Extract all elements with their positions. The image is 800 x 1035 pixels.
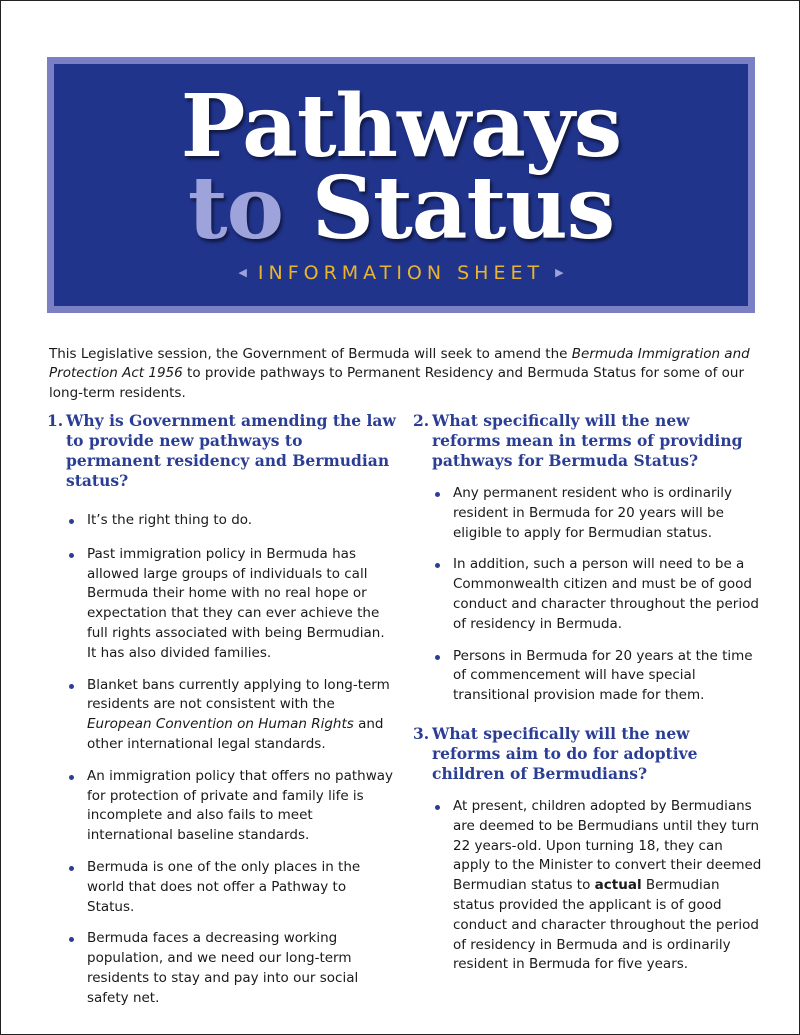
bullet-icon: [69, 775, 74, 780]
bullet-icon: [69, 866, 74, 871]
bullet-text: Bermudian status provided the applicant is of good conduct and character throughout the period of residency in Bermuda and is ordinarily resident in Bermuda for five years.: [453, 877, 759, 973]
title-to: to: [187, 158, 283, 259]
subtitle-text: INFORMATION SHEET: [257, 262, 545, 284]
list-item: [47, 511, 397, 531]
list-item: [413, 484, 763, 543]
bullet-text: It’s the right thing to do.: [87, 512, 253, 528]
question-1-heading: [47, 411, 397, 491]
bullet-icon: [69, 937, 74, 942]
bullet-text: At present, children adopted by Bermudians are deemed to be Bermudians until they turn 22 years-old. Upon turning 18, they can apply to the Minister to convert their deemed Bermudian status to: [453, 797, 762, 894]
list-item: [47, 676, 397, 755]
bullet-icon: [69, 553, 74, 558]
question-2-heading: [413, 411, 763, 471]
bullet-icon: [435, 492, 440, 497]
list-item: [413, 647, 763, 706]
question-3-heading: [413, 724, 763, 784]
intro-paragraph: [49, 345, 754, 404]
title-status: Status: [311, 158, 615, 259]
subtitle: [54, 261, 748, 285]
title-banner-inner: [54, 64, 748, 306]
question-2-text: What specifically will the new reforms mean in terms of providing pathways for Bermuda Status?: [432, 411, 743, 470]
right-column: [413, 411, 763, 975]
question-2-number: 2.: [413, 411, 430, 430]
bullet-text: Persons in Bermuda for 20 years at the time of commencement will have special transitional provision made for them.: [453, 647, 753, 704]
list-item: [47, 767, 397, 846]
list-item: [47, 545, 397, 664]
bullet-icon: [69, 519, 74, 524]
bullet-text: Blanket bans currently applying to long-term residents are not consistent with the: [87, 676, 390, 713]
title-banner: [47, 57, 755, 313]
list-item: [413, 555, 763, 634]
intro-text-1: This Legislative session, the Government of Bermuda will seek to amend the: [49, 345, 572, 362]
bullet-text: Bermuda faces a decreasing working population, and we need our long-term residents to stay and pay into our social safety net.: [87, 930, 359, 1006]
question-3-number: 3.: [413, 723, 430, 743]
question-1-text: Why is Government amending the law to provide new pathways to permanent residency and Bermudian status?: [66, 411, 396, 490]
bullet-text: In addition, such a person will need to be a Commonwealth citizen and must be of good conduct and character throughout the period of residency in Bermuda.: [453, 556, 759, 632]
question-3-text: What specifically will the new reforms aim to do for adoptive children of Bermudians?: [432, 723, 698, 783]
bullet-text-emphasis: European Convention on Human Rights: [87, 716, 354, 733]
bullet-text-strong: actual: [594, 877, 642, 894]
bullet-icon: [69, 684, 74, 689]
intro-act-name: Bermuda Immigration and Protection Act 1956: [49, 345, 750, 381]
bullet-text: and other international legal standards.: [87, 716, 384, 752]
question-1-number: 1.: [47, 411, 64, 430]
left-column: [47, 411, 397, 1009]
triangle-right-icon: ▶: [555, 266, 564, 279]
bullet-text: An immigration policy that offers no pathway for protection of private and family life is incomplete and also fails to meet international baseline standards.: [87, 767, 394, 844]
bullet-text: Any permanent resident who is ordinarily resident in Bermuda for 20 years will be eligible to apply for Bermudian status.: [453, 485, 733, 541]
bullet-icon: [435, 655, 440, 660]
bullet-icon: [435, 563, 440, 568]
title-to-status: [54, 158, 748, 259]
triangle-left-icon: ◀: [238, 266, 247, 279]
list-item: [413, 797, 763, 975]
question-1-bullets: [47, 511, 397, 1009]
question-3-bullets: [413, 797, 763, 975]
list-item: [47, 858, 397, 917]
intro-text-2: to provide pathways to Permanent Residency and Bermuda Status for some of our long-term residents.: [49, 365, 745, 401]
bullet-text: Bermuda is one of the only places in the world that does not offer a Pathway to Status.: [87, 858, 361, 915]
list-item: [47, 929, 397, 1008]
bullet-icon: [435, 805, 440, 810]
bullet-text: Past immigration policy in Bermuda has allowed large groups of individuals to call Bermuda their home with no real hope or expectation that they can ever achieve the full rights associated with being Bermudian. It has also divided families.: [87, 545, 385, 661]
question-2-bullets: [413, 484, 763, 706]
title-pathways: Pathways: [180, 76, 622, 177]
